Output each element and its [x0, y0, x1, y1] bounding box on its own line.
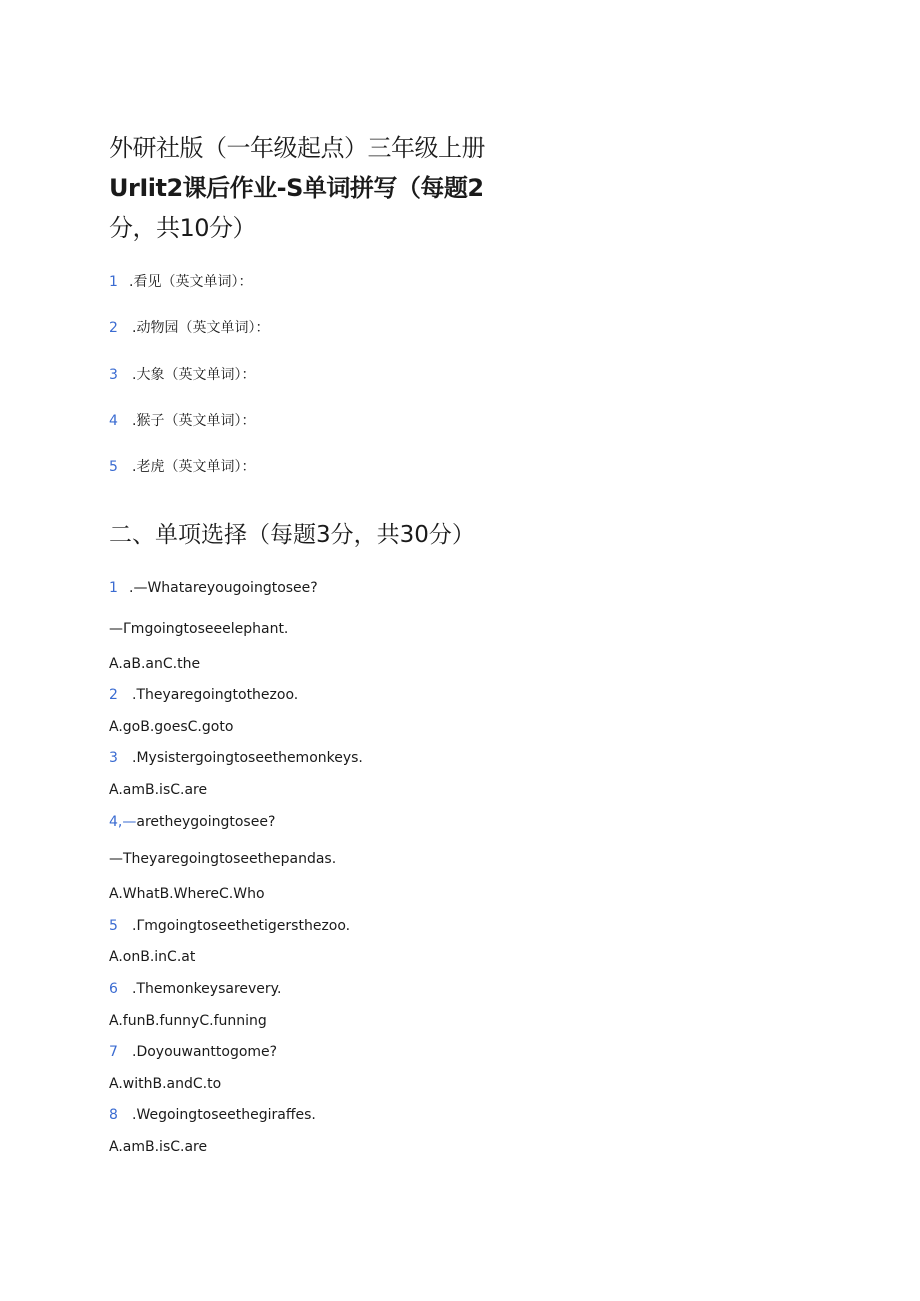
item-number: 3 — [109, 367, 118, 383]
options-line — [109, 654, 200, 674]
title-line-3: 分，共10分） — [109, 214, 257, 242]
question-text: .Mysistergoingtoseethemonkeys. — [132, 750, 363, 766]
line-text: A.aB.anC.the — [109, 656, 201, 672]
options-line — [109, 1137, 207, 1157]
line-text: A.WhatB.WhereC.Who — [109, 886, 265, 902]
question-line — [109, 578, 318, 598]
question-number: 8 — [109, 1107, 118, 1123]
question-text: .Doyouwanttogome? — [132, 1044, 278, 1060]
question-number: 5 — [109, 918, 118, 934]
title-line-2: UrIit2课后作业-S单词拼写（每题2 — [109, 174, 484, 202]
question-line — [109, 979, 281, 999]
question-number: 6 — [109, 981, 118, 997]
options-line — [109, 1074, 221, 1094]
part1-item — [109, 318, 269, 338]
item-text: .看见（英文单词）： — [129, 274, 253, 290]
question-number: 2 — [109, 687, 118, 703]
question-line — [109, 916, 350, 936]
options-line — [109, 947, 195, 967]
title-line-1: 外研社版（一年级起点）三年级上册 — [109, 134, 485, 162]
line-text: —Γmgoingtoseeelephant. — [109, 621, 289, 637]
part1-item — [109, 272, 252, 292]
line-text: A.amB.isC.are — [109, 1139, 208, 1155]
part1-item — [109, 365, 255, 385]
part1-item — [109, 411, 255, 431]
question-line — [109, 1042, 277, 1062]
item-text: .猴子（英文单词）： — [132, 413, 256, 429]
line-text: A.onB.inC.at — [109, 949, 196, 965]
question-line — [109, 748, 363, 768]
options-line — [109, 780, 207, 800]
options-line — [109, 717, 233, 737]
options-line — [109, 884, 265, 904]
question-number: 7 — [109, 1044, 118, 1060]
line-text: A.funB.funnyC.funning — [109, 1013, 267, 1029]
part1-item — [109, 457, 255, 477]
item-text: .动物园（英文单词）： — [132, 320, 270, 336]
question-line — [109, 685, 298, 705]
line-text: A.withB.andC.to — [109, 1076, 222, 1092]
question-number: 1 — [109, 580, 118, 596]
item-number: 4 — [109, 413, 118, 429]
question-number: 4,— — [109, 814, 137, 830]
question-line — [109, 1105, 316, 1125]
item-text: .大象（英文单词）： — [132, 367, 256, 383]
question-text: .Wegoingtoseethegiraffes. — [132, 1107, 316, 1123]
question-text: .Theyaregoingtothezoo. — [132, 687, 299, 703]
line-text: A.goB.goesC.goto — [109, 719, 234, 735]
question-line — [109, 812, 275, 832]
item-number: 1 — [109, 274, 118, 290]
answer-line — [109, 849, 336, 869]
line-text: —Theyaregoingtoseethepandas. — [109, 851, 337, 867]
answer-line — [109, 619, 288, 639]
question-number: 3 — [109, 750, 118, 766]
item-text: .老虎（英文单词）： — [132, 459, 256, 475]
section-heading: 二、单项选择（每题3分，共30分） — [109, 522, 475, 548]
item-number: 2 — [109, 320, 118, 336]
question-text: .Γmgoingtoseethetigersthezoo. — [132, 918, 351, 934]
item-number: 5 — [109, 459, 118, 475]
question-text: aretheygoingtosee? — [136, 814, 276, 830]
question-text: .—Whatareyougoingtosee? — [129, 580, 318, 596]
options-line — [109, 1011, 267, 1031]
line-text: A.amB.isC.are — [109, 782, 208, 798]
question-text: .Themonkeysarevery. — [132, 981, 282, 997]
